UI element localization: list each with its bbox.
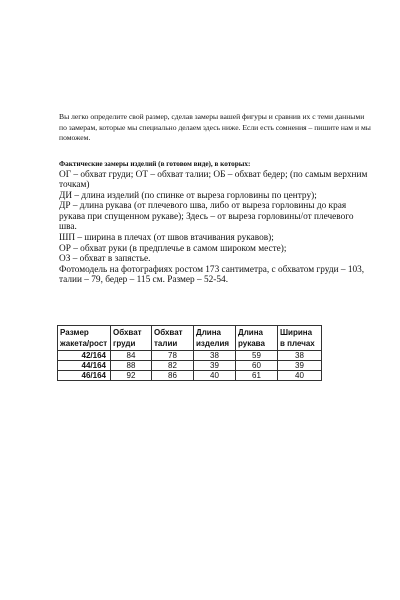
header-chest: Обхват груди (111, 326, 152, 351)
cell-sleeve-length: 59 (236, 351, 278, 361)
model-info: Фотомодель на фотографиях ростом 173 сантиметра, с обхватом груди – 103, талии – 79, бедер – 115 см. Размер – 52-54. (59, 264, 365, 286)
definitions-list (59, 170, 372, 287)
table-row (58, 361, 322, 371)
measurements-heading: Фактические замеры изделий (в готовом виде), в которых: (59, 159, 251, 168)
cell-waist: 82 (152, 361, 194, 371)
cell-product-length: 40 (194, 371, 236, 381)
cell-waist: 86 (152, 371, 194, 381)
cell-product-length: 39 (194, 361, 236, 371)
cell-chest: 92 (111, 371, 152, 381)
definition-product-length: ДИ – длина изделий (по спинке от выреза горловины по центру); (59, 190, 317, 201)
cell-shoulder-width: 39 (278, 361, 322, 371)
definition-wrist-girth: ОЗ – обхват в запястье. (59, 254, 151, 265)
cell-sleeve-length: 60 (236, 361, 278, 371)
definition-sleeve-length: ДР – длина рукава (от плечевого шва, либо от выреза горловины до края рукава при спущенном рукаве); Здесь – от выреза горловины/от плечевого шва. (59, 201, 354, 233)
cell-size: 46/164 (58, 371, 111, 381)
cell-chest: 84 (111, 351, 152, 361)
table-row (58, 371, 322, 381)
size-info-page (59, 112, 372, 286)
cell-product-length: 38 (194, 351, 236, 361)
cell-shoulder-width: 38 (278, 351, 322, 361)
header-sleeve-length: Длина рукава (236, 326, 278, 351)
cell-size: 44/164 (58, 361, 111, 371)
cell-chest: 88 (111, 361, 152, 371)
header-waist: Обхват талии (152, 326, 194, 351)
cell-sleeve-length: 61 (236, 371, 278, 381)
definition-arm-girth: ОР – обхват руки (в предплечье в самом широком месте); (59, 243, 287, 254)
table-header-row (58, 326, 322, 351)
cell-shoulder-width: 40 (278, 371, 322, 381)
intro-paragraph: Вы легко определите свой размер, сделав замеры вашей фигуры и сравнив их с теми данными по замерам, которые мы специально делаем здесь ниже. Если есть сомнения – пишите нам и мы поможем. (59, 112, 371, 142)
definition-girth: ОГ – обхват груди; ОТ – обхват талии; ОБ – обхват бедер; (по самым верхним точкам) (59, 169, 368, 191)
table-row (58, 351, 322, 361)
cell-waist: 78 (152, 351, 194, 361)
cell-size: 42/164 (58, 351, 111, 361)
header-product-length: Длина изделия (194, 326, 236, 351)
header-size: Размер жакета/рост (58, 326, 111, 351)
header-shoulder-width: Ширина в плечах (278, 326, 322, 351)
size-table (57, 325, 322, 381)
definition-shoulder-width: ШП – ширина в плечах (от швов втачивания рукавов); (59, 233, 274, 244)
